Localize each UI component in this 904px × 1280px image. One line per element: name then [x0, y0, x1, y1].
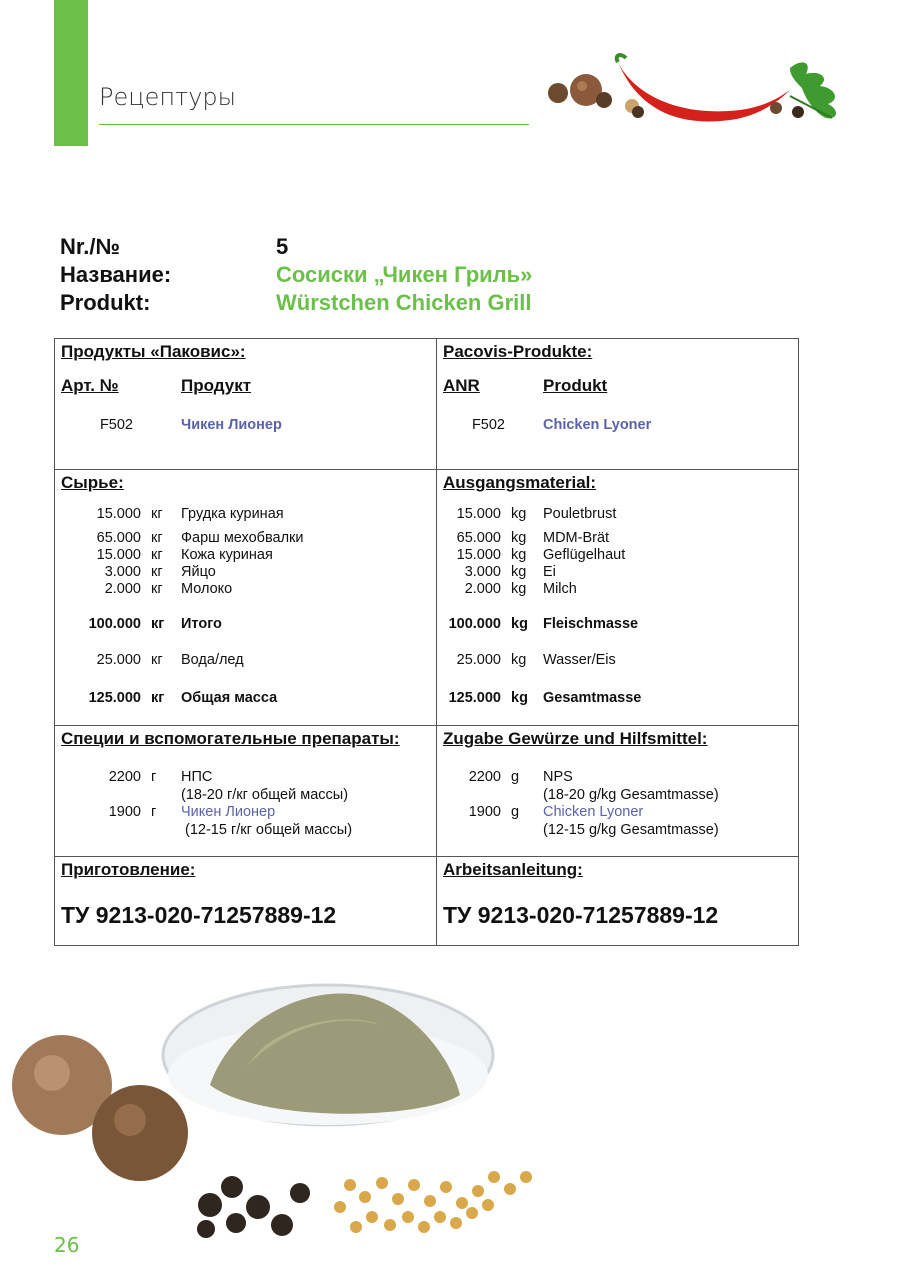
products-heading-de: Pacovis-Produkte: — [443, 342, 593, 361]
raw-unit-de: kg — [511, 530, 527, 546]
raw-qty-ru: 15.000 — [96, 506, 141, 522]
raw-qty-de: 65.000 — [456, 530, 501, 546]
recipe-number-label: Nr./№ — [60, 234, 120, 259]
raw-unit-ru: кг — [151, 581, 163, 597]
raw-subtotal-qty-ru: 100.000 — [88, 616, 141, 632]
raw-qty-de: 2.000 — [464, 581, 501, 597]
raw-subtotal-unit-ru: кг — [151, 616, 165, 632]
peppercorn-icon — [548, 83, 568, 103]
raw-item-de: Ei — [543, 564, 556, 580]
raw-subtotal-de: Fleischmasse — [543, 616, 639, 632]
raw-cell-de — [437, 470, 799, 726]
spices-heading-de: Zugabe Gewürze und Hilfsmittel: — [443, 729, 708, 748]
raw-unit-ru: кг — [151, 547, 163, 563]
raw-water-unit-ru: кг — [151, 652, 163, 668]
products-cell-de — [437, 339, 799, 470]
prep-code-de: ТУ 9213-020-71257889-12 — [443, 902, 719, 928]
spices-heading-ru: Специи и вспомогательные препараты: — [61, 729, 400, 748]
raw-item-ru: Яйцо — [181, 564, 216, 580]
raw-water-unit-de: kg — [511, 652, 527, 668]
raw-heading-de: Ausgangsmaterial: — [443, 473, 597, 492]
recipe-name-label: Название: — [60, 262, 172, 287]
raw-item-de: Milch — [543, 581, 577, 597]
raw-cell-ru — [55, 470, 437, 726]
raw-unit-ru: кг — [151, 506, 163, 522]
raw-total-qty-ru: 125.000 — [88, 690, 141, 706]
prep-cell-ru — [55, 857, 437, 946]
raw-qty-ru: 65.000 — [96, 530, 141, 546]
recipe-produkt-label: Produkt: — [60, 290, 151, 315]
raw-total-de: Gesamtmasse — [543, 690, 642, 706]
raw-item-de: Geflügelhaut — [543, 547, 626, 563]
raw-qty-ru: 3.000 — [104, 564, 141, 580]
raw-subtotal-qty-de: 100.000 — [448, 616, 501, 632]
raw-unit-ru: кг — [151, 564, 163, 580]
prep-heading-ru: Приготовление: — [61, 860, 196, 879]
spice-name-de: NPS — [543, 769, 573, 785]
raw-item-ru: Молоко — [181, 581, 233, 597]
prep-row — [55, 857, 799, 946]
spice-name-ru: НПС — [181, 769, 213, 785]
raw-item-ru: Фарш мехобвалки — [181, 530, 304, 546]
spice-unit-de: g — [511, 769, 520, 785]
products-row — [55, 339, 799, 470]
product-name-de: Chicken Lyoner — [543, 417, 652, 433]
product-art-ru: F502 — [99, 417, 133, 433]
spices-cell-ru — [55, 726, 437, 857]
recipe-number-value: 5 — [276, 234, 289, 259]
raw-qty-ru: 15.000 — [96, 547, 141, 563]
title-divider — [99, 124, 529, 125]
green-accent-bar — [54, 0, 88, 146]
product-art-de: F502 — [471, 417, 505, 433]
raw-water-de: Wasser/Eis — [543, 652, 616, 668]
spice-unit-de: g — [511, 804, 520, 820]
prep-code-ru: ТУ 9213-020-71257889-12 — [61, 902, 337, 928]
recipe-produkt-value: Würstchen Chicken Grill — [276, 290, 532, 315]
raw-total-unit-ru: кг — [151, 690, 165, 706]
spices-row — [55, 726, 799, 857]
recipe-table — [54, 338, 799, 946]
products-heading-ru: Продукты «Паковис»: — [61, 342, 246, 361]
spice-name-de: Chicken Lyoner — [543, 804, 644, 820]
col-product-de: Produkt — [543, 376, 608, 395]
page-number: 26 — [54, 1233, 80, 1257]
col-art-de: ANR — [443, 376, 480, 395]
spices-cell-de — [437, 726, 799, 857]
col-product-ru: Продукт — [181, 376, 252, 395]
raw-subtotal-ru: Итого — [181, 616, 222, 632]
spice-unit-ru: г — [151, 804, 157, 820]
spices-bowl-illustration — [0, 955, 560, 1245]
products-cell-ru — [55, 339, 437, 470]
spice-note-de: (18-20 g/kg Gesamtmasse) — [543, 787, 719, 803]
spice-note-ru: (18-20 г/кг общей массы) — [181, 787, 349, 803]
mustard-seeds-icon — [334, 1171, 532, 1233]
raw-unit-de: kg — [511, 506, 527, 522]
spice-qty-ru: 1900 — [108, 804, 141, 820]
raw-qty-de: 15.000 — [456, 547, 501, 563]
raw-qty-de: 15.000 — [456, 506, 501, 522]
prep-cell-de — [437, 857, 799, 946]
raw-qty-de: 3.000 — [464, 564, 501, 580]
spice-unit-ru: г — [151, 769, 157, 785]
raw-item-ru: Кожа куриная — [181, 547, 273, 563]
section-title: Рецептуры — [99, 83, 237, 111]
spice-name-ru: Чикен Лионер — [181, 804, 276, 820]
raw-row — [55, 470, 799, 726]
raw-total-qty-de: 125.000 — [448, 690, 501, 706]
raw-item-de: Pouletbrust — [543, 506, 617, 522]
raw-unit-de: kg — [511, 564, 527, 580]
raw-total-ru: Общая масса — [181, 690, 278, 706]
black-peppercorns-icon — [197, 1176, 310, 1238]
spice-note-ru: (12-15 г/кг общей массы) — [185, 822, 353, 838]
raw-heading-ru: Сырье: — [61, 473, 124, 492]
raw-item-ru: Грудка куриная — [181, 506, 284, 522]
spice-note-de: (12-15 g/kg Gesamtmasse) — [543, 822, 719, 838]
raw-item-de: MDM-Brät — [543, 530, 610, 546]
raw-qty-ru: 2.000 — [104, 581, 141, 597]
raw-unit-de: kg — [511, 547, 527, 563]
raw-total-unit-de: kg — [511, 690, 528, 706]
raw-unit-de: kg — [511, 581, 527, 597]
spices-chili-illustration — [540, 48, 860, 132]
col-art-ru: Арт. № — [61, 376, 119, 395]
raw-water-qty-de: 25.000 — [456, 652, 501, 668]
nutmeg-icon — [92, 1085, 188, 1181]
spice-qty-ru: 2200 — [108, 769, 141, 785]
raw-unit-ru: кг — [151, 530, 163, 546]
spice-qty-de: 2200 — [468, 769, 501, 785]
raw-water-ru: Вода/лед — [181, 652, 244, 668]
recipe-name-value: Сосиски „Чикен Гриль» — [276, 262, 533, 287]
prep-heading-de: Arbeitsanleitung: — [443, 860, 583, 879]
raw-subtotal-unit-de: kg — [511, 616, 528, 632]
spice-qty-de: 1900 — [468, 804, 501, 820]
peppercorn-icon — [596, 92, 612, 108]
product-name-ru: Чикен Лионер — [181, 417, 282, 433]
raw-water-qty-ru: 25.000 — [96, 652, 141, 668]
